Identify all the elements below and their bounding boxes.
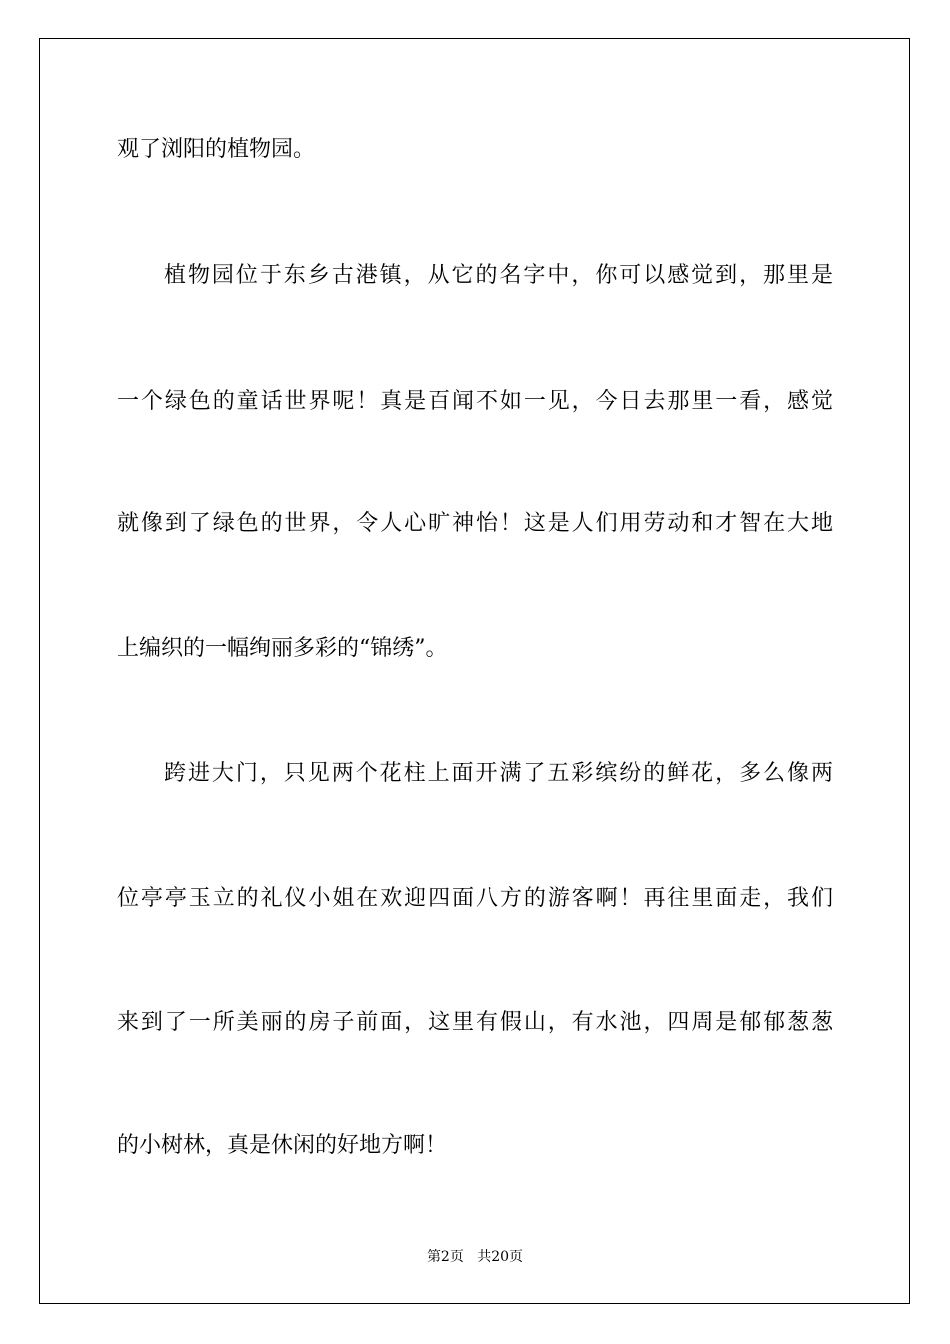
paragraph-3-line-1: 跨进大门，只见两个花柱上面开满了五彩缤纷的鲜花，多么像两 [164,761,833,786]
page-total: 共20页 [477,1249,524,1265]
paragraph-2-line-1: 植物园位于东乡古港镇，从它的名字中，你可以感觉到，那里是 [164,263,833,288]
page-number: 第2页 [426,1249,464,1265]
paragraph-3-line-2: 位亭亭玉立的礼仪小姐在欢迎四面八方的游客啊！再往里面走，我们 [117,886,833,911]
paragraph-3-line-3: 来到了一所美丽的房子前面，这里有假山，有水池，四周是郁郁葱葱 [117,1010,833,1035]
paragraph-2-line-2: 一个绿色的童话世界呢！真是百闻不如一见，今日去那里一看，感觉 [117,389,833,414]
page-footer [0,1247,950,1267]
page-border [39,38,910,1304]
paragraph-2-line-3: 就像到了绿色的世界，令人心旷神怡！这是人们用劳动和才智在大地 [117,511,833,536]
paragraph-2-line-4: 上编织的一幅绚丽多彩的“锦绣”。 [117,636,448,661]
paragraph-3-line-4: 的小树林，真是休闲的好地方啊！ [117,1133,448,1158]
text-line-1: 观了浏阳的植物园。 [117,137,316,162]
